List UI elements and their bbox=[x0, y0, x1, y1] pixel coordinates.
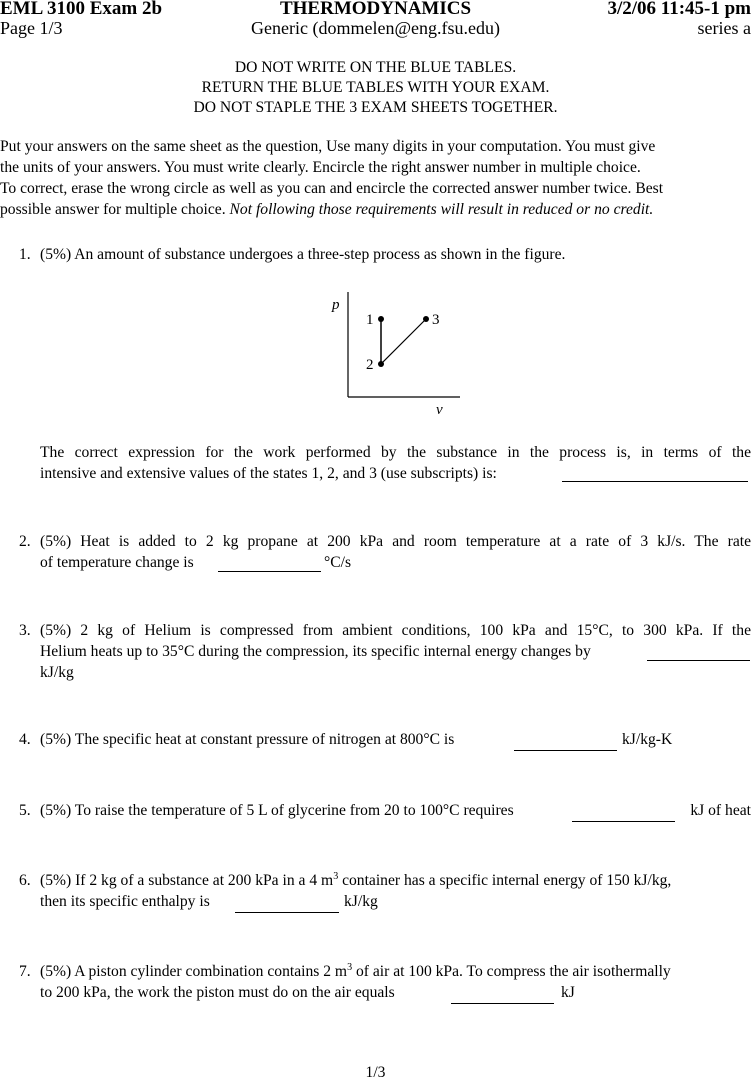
q3-unit: kJ/kg bbox=[40, 664, 74, 681]
q4-unit: kJ/kg-K bbox=[622, 731, 673, 748]
page-footer: 1/3 bbox=[365, 1064, 386, 1081]
exam-datetime: 3/2/06 11:45-1 pm bbox=[607, 0, 751, 19]
q6-unit: kJ/kg bbox=[344, 893, 378, 910]
p-axis-label: p bbox=[332, 297, 340, 313]
q6-number: 6. bbox=[19, 872, 31, 889]
q6-superscript: 3 bbox=[333, 871, 339, 882]
instructions-line-4 bbox=[0, 199, 653, 220]
instructions-warning: Not following those requirements will result in reduced or no credit. bbox=[229, 201, 654, 218]
instructions-line-2: the units of your answers. You must write clearly. Encircle the right answer number in multiple choice. bbox=[0, 159, 641, 176]
v-axis-label: v bbox=[436, 402, 443, 418]
course-code: EML 3100 Exam 2b bbox=[0, 0, 163, 19]
author-line: Generic (dommelen@eng.fsu.edu) bbox=[251, 18, 500, 38]
instructions-line-3: To correct, erase the wrong circle as well as you can and encircle the corrected answer number twice. Best bbox=[0, 180, 664, 197]
state-1-label: 1 bbox=[366, 312, 374, 328]
state-3-point bbox=[423, 316, 429, 322]
q6-answer-blank[interactable] bbox=[235, 912, 339, 913]
q3-number: 3. bbox=[19, 622, 31, 639]
q7-unit: kJ bbox=[561, 984, 575, 1001]
page-indicator: Page 1/3 bbox=[0, 18, 63, 38]
q4-answer-blank[interactable] bbox=[514, 750, 617, 751]
pv-diagram bbox=[320, 285, 470, 420]
q7-line-1-start: (5%) A piston cylinder combination contains 2 m bbox=[40, 963, 348, 980]
exam-title: THERMODYNAMICS bbox=[279, 0, 472, 19]
q7-superscript: 3 bbox=[347, 962, 353, 973]
q6-line-1-end: container has a specific internal energy of 150 kJ/kg, bbox=[338, 872, 672, 889]
q5-answer-blank[interactable] bbox=[572, 821, 675, 822]
q2-unit: °C/s bbox=[324, 554, 352, 571]
q5-line-1: (5%) To raise the temperature of 5 L of glycerine from 20 to 100°C requires bbox=[40, 802, 514, 819]
q7-line-2: to 200 kPa, the work the piston must do on the air equals bbox=[40, 984, 395, 1001]
state-2-point bbox=[378, 361, 384, 367]
q1-text: (5%) An amount of substance undergoes a three-step process as shown in the figure. bbox=[40, 246, 566, 263]
q7-line-1 bbox=[40, 961, 671, 982]
q7-answer-blank[interactable] bbox=[451, 1003, 554, 1004]
state-1-point bbox=[378, 316, 384, 322]
q6-line-2: then its specific enthalpy is bbox=[40, 893, 210, 910]
instructions-text: possible answer for multiple choice. bbox=[0, 201, 230, 218]
q2-number: 2. bbox=[19, 533, 31, 550]
state-3-label: 3 bbox=[432, 312, 440, 328]
q1-answer-blank[interactable] bbox=[562, 481, 748, 482]
q5-number: 5. bbox=[19, 802, 31, 819]
q3-answer-blank[interactable] bbox=[647, 660, 750, 661]
q4-number: 4. bbox=[19, 731, 31, 748]
notice-1: DO NOT WRITE ON THE BLUE TABLES. bbox=[234, 59, 517, 76]
q5-unit: kJ of heat bbox=[690, 802, 751, 819]
instructions-line-1: Put your answers on the same sheet as the question, Use many digits in your computation. You must give bbox=[0, 138, 656, 155]
q1-number: 1. bbox=[19, 246, 31, 263]
q2-line-1: (5%) Heat is added to 2 kg propane at 200 kPa and room temperature at a rate of 3 kJ/s. The rate bbox=[40, 533, 751, 550]
q7-number: 7. bbox=[19, 963, 31, 980]
q1-follow-line-2: intensive and extensive values of the states 1, 2, and 3 (use subscripts) is: bbox=[40, 465, 497, 482]
q3-line-1: (5%) 2 kg of Helium is compressed from ambient conditions, 100 kPa and 15°C, to 300 kPa. If the bbox=[40, 622, 751, 639]
notice-3: DO NOT STAPLE THE 3 EXAM SHEETS TOGETHER. bbox=[193, 99, 558, 116]
q6-line-1-start: (5%) If 2 kg of a substance at 200 kPa in a 4 m bbox=[40, 872, 334, 889]
q7-line-1-end: of air at 100 kPa. To compress the air isothermally bbox=[352, 963, 671, 980]
q3-line-2: Helium heats up to 35°C during the compression, its specific internal energy changes by bbox=[40, 643, 591, 660]
q2-line-2: of temperature change is bbox=[40, 554, 194, 571]
notice-2: RETURN THE BLUE TABLES WITH YOUR EXAM. bbox=[201, 79, 550, 96]
state-2-label: 2 bbox=[366, 357, 374, 373]
process-2-3 bbox=[381, 319, 426, 364]
q2-answer-blank[interactable] bbox=[218, 571, 321, 572]
q6-line-1 bbox=[40, 870, 671, 891]
q4-line-1: (5%) The specific heat at constant pressure of nitrogen at 800°C is bbox=[40, 731, 455, 748]
q1-follow-line-1: The correct expression for the work performed by the substance in the process is, in terms of the bbox=[40, 444, 751, 461]
series-label: series a bbox=[697, 18, 751, 38]
